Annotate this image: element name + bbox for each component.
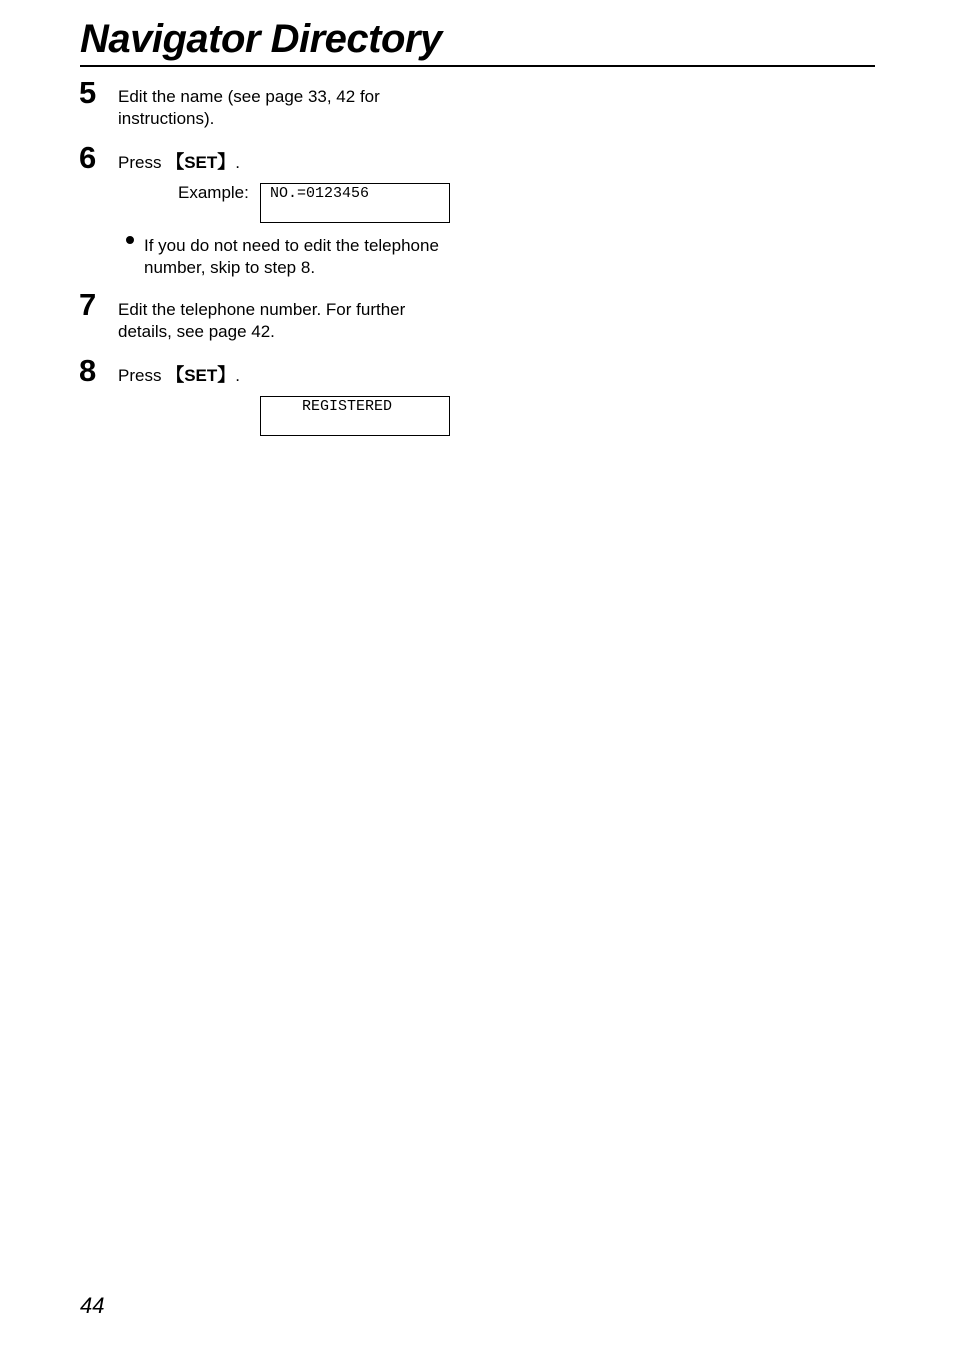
lcd-display-text: NO.=0123456 [270, 185, 370, 202]
step-6-period: . [235, 153, 240, 172]
step-8-period: . [235, 366, 240, 385]
key-bracket-close: 】 [217, 152, 236, 172]
set-key-label: SET [184, 153, 218, 172]
title-divider [80, 65, 875, 67]
step-5-line-1: Edit the name (see page 33, 42 for [118, 87, 380, 106]
lcd-display-registered [260, 396, 450, 436]
key-bracket-close: 】 [217, 365, 236, 385]
step-6-text [118, 151, 240, 174]
step-number-6: 6 [79, 140, 97, 175]
example-label: Example: [178, 183, 249, 202]
step-8-press-label: Press [118, 366, 167, 385]
key-bracket-open: 【 [166, 152, 185, 172]
step-6-note-line-2: number, skip to step 8. [144, 258, 316, 277]
step-number-7: 7 [79, 287, 97, 322]
lcd-display-example [260, 183, 450, 223]
step-7-line-2: details, see page 42. [118, 322, 275, 341]
lcd-display-text: REGISTERED [302, 398, 393, 415]
step-5-line-2: instructions). [118, 109, 215, 128]
step-number-8: 8 [79, 353, 97, 388]
step-6-note-line-1: If you do not need to edit the telephone [144, 236, 439, 255]
bullet-icon [126, 236, 134, 244]
step-6-note [144, 235, 439, 279]
key-bracket-open: 【 [166, 365, 185, 385]
page-number: 44 [80, 1293, 105, 1318]
step-number-5: 5 [79, 75, 97, 110]
step-5-text [118, 86, 380, 130]
step-6-press-label: Press [118, 153, 167, 172]
page-title: Navigator Directory [80, 17, 442, 61]
step-7-line-1: Edit the telephone number. For further [118, 300, 406, 319]
set-key-label: SET [184, 366, 218, 385]
step-8-text [118, 364, 240, 387]
step-7-text [118, 299, 405, 343]
